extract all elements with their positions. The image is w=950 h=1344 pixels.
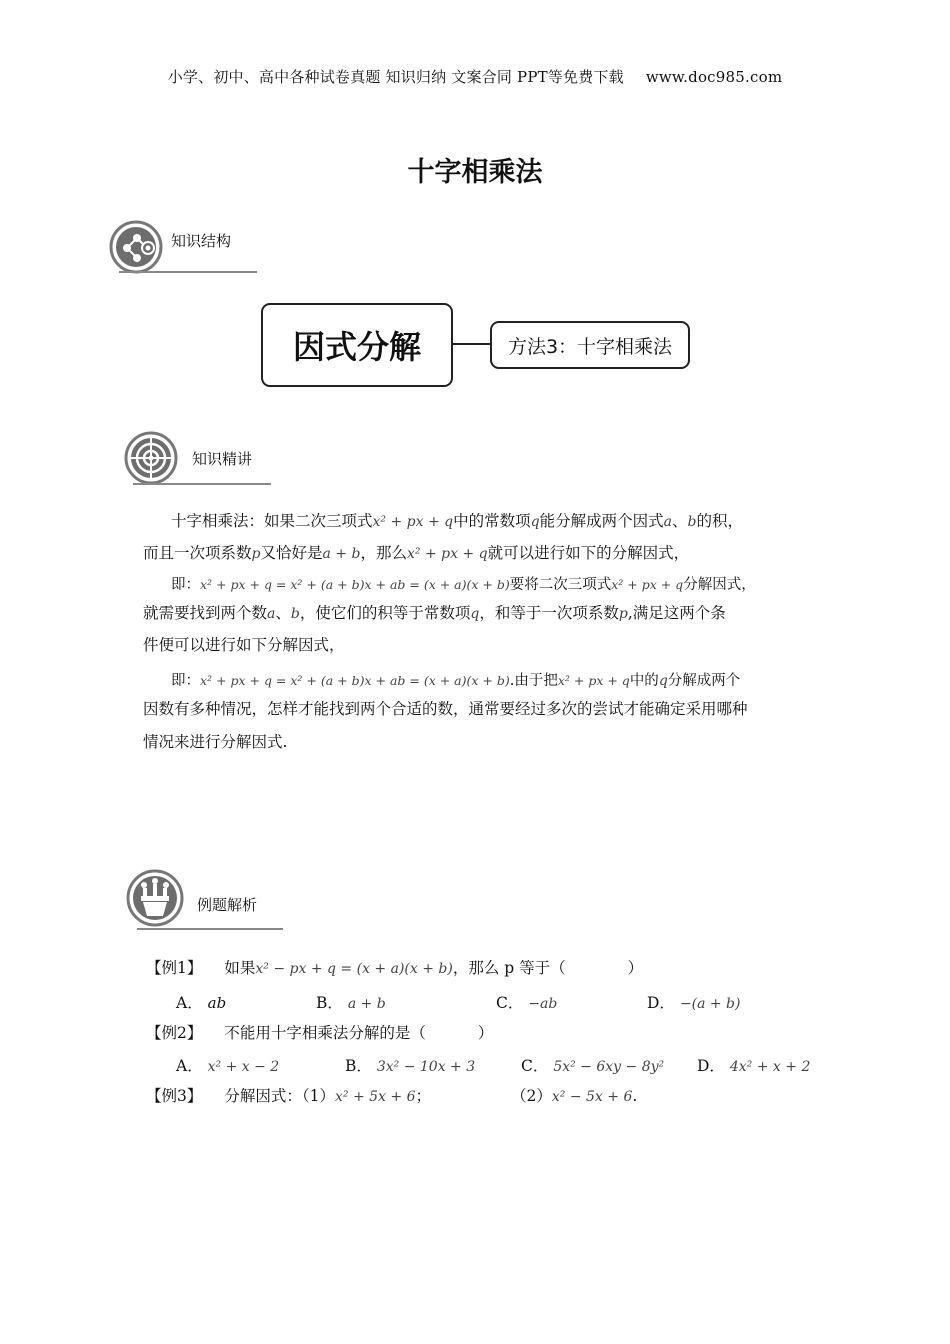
section-label-lecture: 知识精讲 bbox=[192, 450, 253, 468]
text-span: 【例2】 bbox=[146, 1024, 203, 1042]
text-span: q bbox=[470, 606, 480, 622]
example-1-stem bbox=[146, 956, 826, 978]
mindmap-branch-label: 方法3：十字相乘法 bbox=[507, 335, 673, 358]
text-span: 的积， bbox=[696, 512, 743, 530]
mindmap-branch bbox=[490, 321, 690, 369]
text-span: 能分解成两个因式 bbox=[539, 512, 664, 530]
text-span: ，那么 p 等于（ bbox=[452, 959, 566, 977]
header-text: 小学、初中、高中各种试卷真题 知识归纳 文案合同 PPT等免费下载 bbox=[167, 68, 624, 86]
text-span: 中的常数项 bbox=[453, 512, 531, 530]
text-span: x² + px + q bbox=[611, 577, 684, 592]
text-span: a bbox=[663, 514, 672, 530]
page-title: 十字相乘法 bbox=[407, 157, 543, 188]
text-span: 【例3】 bbox=[146, 1087, 203, 1105]
section-label-structure: 知识结构 bbox=[171, 232, 232, 250]
text-span: q bbox=[658, 673, 668, 689]
text-span: 分解成两个 bbox=[667, 673, 741, 689]
text-span: x² + 5x + 6 bbox=[335, 1089, 416, 1105]
text-span: ab bbox=[207, 994, 227, 1012]
text-span: x² + x − 2 bbox=[207, 1059, 280, 1075]
text-span: A． bbox=[176, 994, 203, 1012]
example-2-option-d[interactable] bbox=[697, 1054, 810, 1076]
page-header bbox=[0, 66, 950, 87]
text-span: （2） bbox=[511, 1087, 552, 1105]
text-span: ,满足这两个条 bbox=[627, 604, 726, 622]
text-span: x² + px + q bbox=[372, 514, 454, 530]
lecture-line-4 bbox=[143, 597, 808, 630]
text-span: . bbox=[632, 1087, 638, 1105]
text-span: 不能用十字相乘法分解的是（ bbox=[224, 1024, 426, 1042]
lecture-line-8 bbox=[143, 726, 808, 758]
text-span: ） bbox=[627, 959, 644, 977]
text-span: ； bbox=[415, 1087, 431, 1105]
section-structure bbox=[109, 220, 269, 280]
text-span: 又恰好是 bbox=[260, 544, 323, 562]
text-span: −ab bbox=[528, 996, 558, 1012]
text-span: x² − px + q = (x + a)(x + b) bbox=[255, 961, 453, 977]
text-span: q bbox=[530, 514, 540, 530]
example-1-option-a[interactable] bbox=[176, 991, 226, 1013]
text-span: C． bbox=[496, 994, 524, 1012]
text-span: x² + px + q bbox=[557, 673, 630, 688]
text-span: 【例1】 bbox=[146, 959, 203, 977]
mindmap-root-label: 因式分解 bbox=[292, 328, 421, 366]
mindmap-root bbox=[261, 303, 453, 387]
text-span: D． bbox=[697, 1057, 725, 1075]
text-span: 分解因式：（1） bbox=[224, 1087, 335, 1105]
text-span: x² + px + q = x² + (a + b)x + ab = (x + a)(x + b) bbox=[200, 577, 510, 592]
example-3-stem bbox=[146, 1084, 826, 1106]
text-span: a + b bbox=[347, 996, 386, 1012]
example-2-option-a[interactable] bbox=[176, 1054, 279, 1076]
text-span: b bbox=[290, 606, 300, 622]
text-span: x² + px + q = x² + (a + b)x + ab = (x + a)(x + b) bbox=[200, 673, 510, 688]
section-divider bbox=[133, 483, 271, 485]
mindmap-connector bbox=[452, 343, 490, 345]
text-span: 5x² − 6xy − 8y² bbox=[553, 1059, 665, 1075]
text-span: 件便可以进行如下分解因式， bbox=[143, 636, 345, 654]
text-span: ） bbox=[477, 1024, 494, 1042]
text-span: C． bbox=[521, 1057, 549, 1075]
lecture-line-5 bbox=[143, 629, 808, 661]
header-url[interactable]: www.doc985.com bbox=[645, 68, 783, 86]
section-divider bbox=[119, 271, 257, 273]
text-span: B． bbox=[316, 994, 343, 1012]
text-span: 就需要找到两个数 bbox=[143, 604, 268, 622]
text-span: 就可以进行如下的分解因式， bbox=[487, 544, 690, 562]
example-1-option-c[interactable] bbox=[496, 991, 557, 1013]
text-span: 如果 bbox=[224, 959, 256, 977]
section-label-examples: 例题解析 bbox=[197, 896, 258, 914]
text-span: A． bbox=[176, 1057, 203, 1075]
chess-king-icon bbox=[125, 868, 185, 928]
text-span: 十字相乘法：如果二次三项式 bbox=[171, 512, 373, 530]
lecture-line-2 bbox=[143, 537, 808, 570]
text-span: ，使它们的积等于常数项 bbox=[299, 604, 471, 622]
text-span: 4x² + x + 2 bbox=[729, 1059, 811, 1075]
text-span: D． bbox=[647, 994, 675, 1012]
example-1-option-b[interactable] bbox=[316, 991, 386, 1013]
text-span: 情况来进行分解因式. bbox=[143, 733, 288, 751]
text-span: .由于把 bbox=[509, 673, 558, 689]
text-span: ，和等于一次项系数 bbox=[479, 604, 619, 622]
section-divider bbox=[137, 928, 283, 930]
text-span: 因数有多种情况，怎样才能找到两个合适的数，通常要经过多次的尝试才能确定采用哪种 bbox=[143, 700, 748, 718]
text-span: 3x² − 10x + 3 bbox=[376, 1059, 476, 1075]
lecture-line-1 bbox=[143, 505, 808, 538]
text-span: 即： bbox=[171, 577, 200, 593]
text-span: 中的 bbox=[629, 673, 659, 689]
example-1-option-d[interactable] bbox=[647, 991, 740, 1013]
text-span: p bbox=[251, 546, 261, 562]
text-span: −(a + b) bbox=[679, 996, 741, 1012]
text-span: ，那么 bbox=[360, 544, 407, 562]
text-span: a bbox=[267, 606, 276, 622]
target-icon bbox=[123, 430, 179, 486]
text-span: 而且一次项系数 bbox=[143, 544, 252, 562]
network-icon bbox=[109, 220, 165, 276]
example-2-stem bbox=[146, 1021, 826, 1043]
example-2-option-c[interactable] bbox=[521, 1054, 664, 1076]
text-span: B． bbox=[345, 1057, 372, 1075]
section-examples bbox=[125, 868, 295, 932]
text-span: x² − 5x + 6 bbox=[551, 1089, 633, 1105]
text-span: 分解因式， bbox=[683, 577, 756, 593]
text-span: 、 bbox=[275, 604, 291, 622]
text-span: 、 bbox=[671, 512, 688, 530]
section-lecture bbox=[123, 430, 283, 490]
example-2-option-b[interactable] bbox=[345, 1054, 475, 1076]
text-span: x² + px + q bbox=[406, 546, 488, 562]
text-span: a + b bbox=[322, 546, 361, 562]
text-span: p bbox=[618, 606, 628, 622]
text-span: 要将二次三项式 bbox=[509, 577, 612, 593]
lecture-line-7 bbox=[143, 693, 808, 725]
text-span: b bbox=[687, 514, 697, 530]
text-span: 即： bbox=[171, 673, 200, 689]
